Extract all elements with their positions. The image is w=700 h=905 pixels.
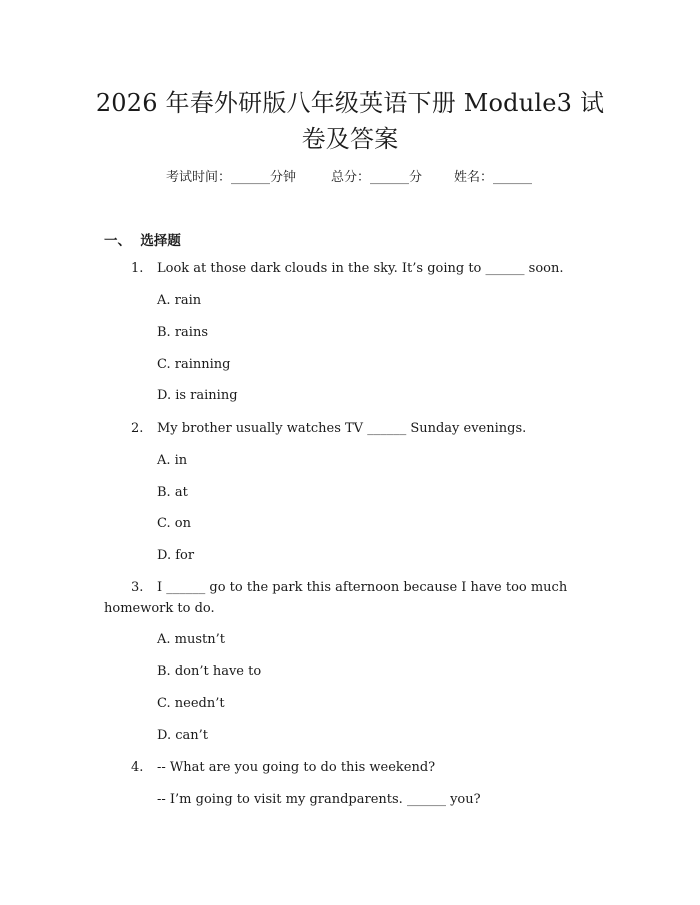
option-a: A. rain	[157, 293, 202, 308]
question-text: I ______ go to the park this afternoon because I have too much	[157, 580, 568, 595]
question-text: Look at those dark clouds in the sky. It’s going to ______ soon.	[157, 261, 564, 276]
question-text: -- What are you going to do this weekend?	[157, 760, 436, 775]
document-title-line-1: 2026 年春外研版八年级英语下册 Module3 试	[95, 89, 605, 117]
option-b: B. rains	[157, 325, 208, 340]
option-a: A. mustn’t	[157, 632, 225, 647]
exam-time-field: 考试时间：______分钟	[166, 170, 297, 185]
option-d: D. is raining	[157, 388, 238, 403]
section-heading-multiple-choice: 一、 选择题	[104, 233, 181, 249]
question-number: 2.	[131, 421, 144, 436]
document-title-line-2: 卷及答案	[301, 125, 399, 153]
option-b: B. at	[157, 485, 188, 500]
question-number: 1.	[131, 261, 144, 276]
option-d: D. can’t	[157, 728, 208, 743]
question-number: 4.	[131, 760, 144, 775]
option-c: C. rainning	[157, 357, 231, 372]
total-score-field: 总分：______分	[331, 170, 423, 185]
question-text: My brother usually watches TV ______ Sunday evenings.	[157, 421, 527, 436]
option-c: C. on	[157, 516, 191, 531]
option-b: B. don’t have to	[157, 664, 262, 679]
question-text-continued: homework to do.	[104, 601, 215, 616]
option-c: C. needn’t	[157, 696, 225, 711]
option-d: D. for	[157, 548, 195, 563]
student-name-field: 姓名：______	[454, 170, 533, 185]
option-a: A. in	[157, 453, 188, 468]
question-number: 3.	[131, 580, 144, 595]
question-text-continued: -- I’m going to visit my grandparents. ______ you?	[157, 792, 481, 807]
